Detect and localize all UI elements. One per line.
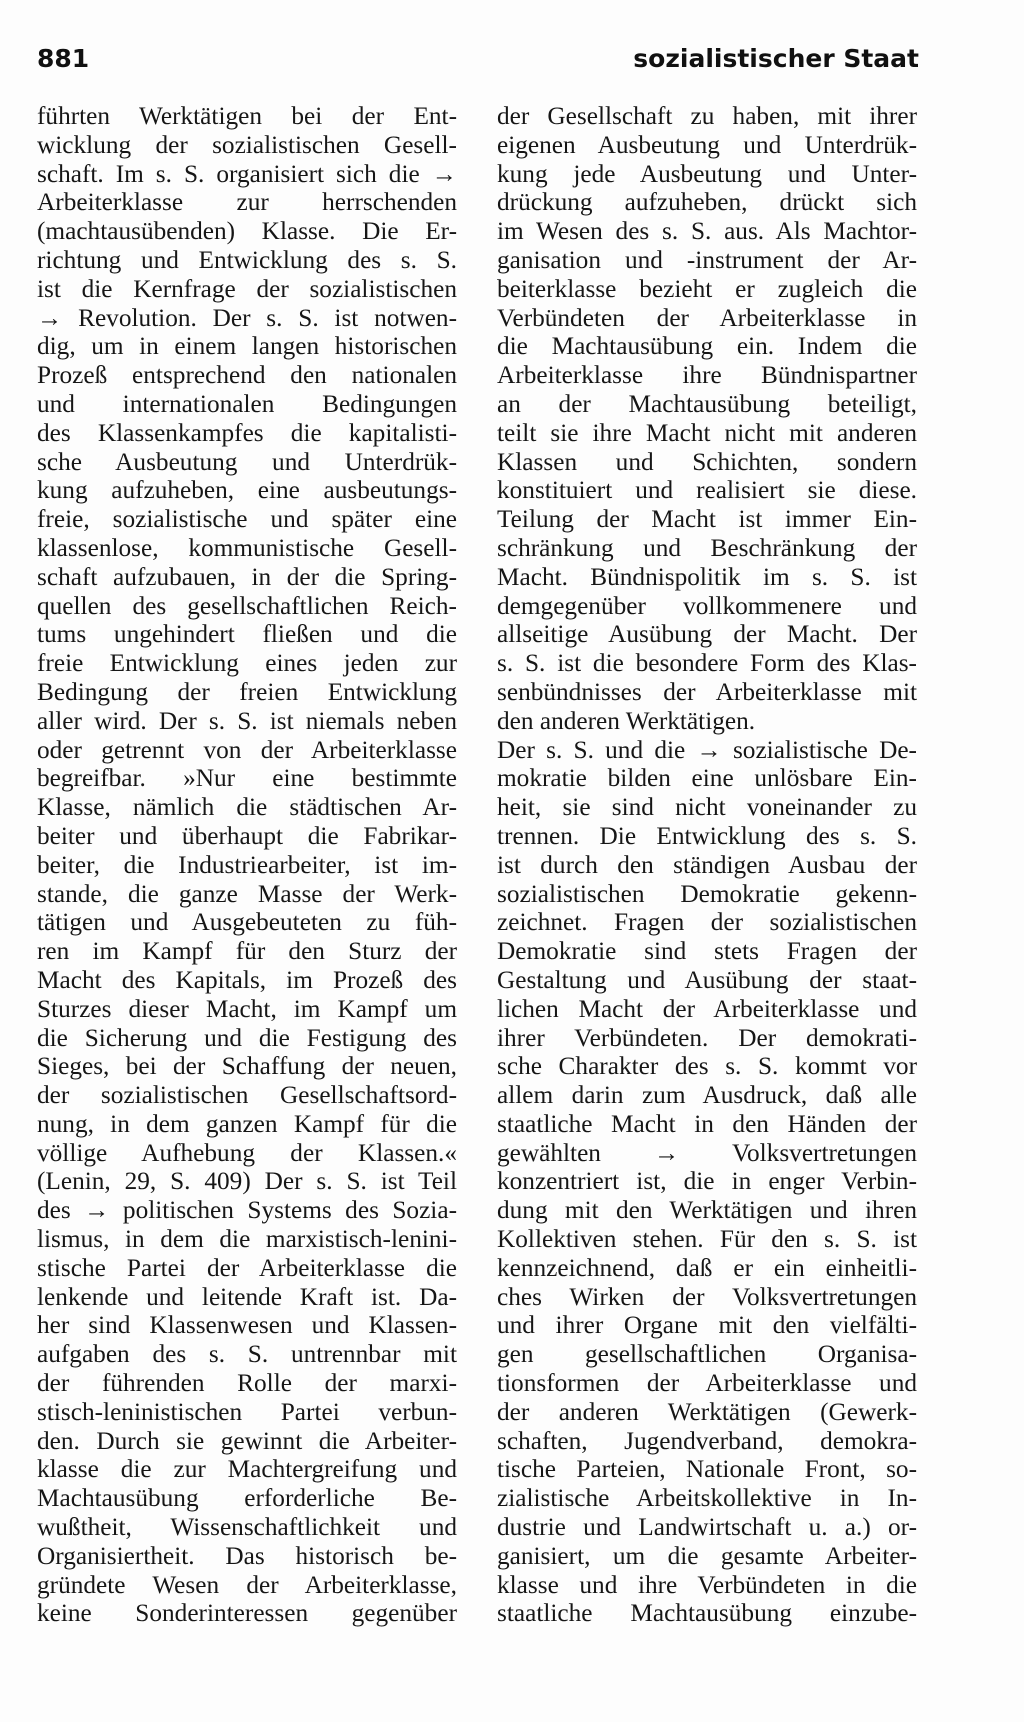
text-line: sche Ausbeutung und Unterdrük- xyxy=(37,447,457,476)
text-line: teilt sie ihre Macht nicht mit anderen xyxy=(497,418,917,447)
text-line: sozialistischen Demokratie gekenn- xyxy=(497,879,917,908)
text-line: keine Sonderinteressen gegenüber xyxy=(37,1599,457,1628)
text-line: ihrer Verbündeten. Der demokrati- xyxy=(497,1023,917,1052)
text-line: wußtheit, Wissenschaftlichkeit und xyxy=(37,1513,457,1542)
text-line: des Klassenkampfes die kapitalisti- xyxy=(37,418,457,447)
text-line: demgegenüber vollkommenere und xyxy=(497,591,917,620)
text-line: stande, die ganze Masse der Werk- xyxy=(37,879,457,908)
text-line: Der s. S. und die → sozialistische De- xyxy=(497,735,917,764)
text-line: gen gesellschaftlichen Organisa- xyxy=(497,1340,917,1369)
text-line: Arbeiterklasse ihre Bündnispartner xyxy=(497,361,917,390)
text-line: lichen Macht der Arbeiterklasse und xyxy=(497,994,917,1023)
text-line: freie, sozialistische und später eine xyxy=(37,505,457,534)
text-line: mokratie bilden eine unlösbare Ein- xyxy=(497,764,917,793)
text-line: Verbündeten der Arbeiterklasse in xyxy=(497,303,917,332)
text-line: schaften, Jugendverband, demokra- xyxy=(497,1426,917,1455)
text-line: senbündnisses der Arbeiterklasse mit xyxy=(497,677,917,706)
text-line: Demokratie sind stets Fragen der xyxy=(497,937,917,966)
text-line: trennen. Die Entwicklung des s. S. xyxy=(497,821,917,850)
text-line: der sozialistischen Gesellschaftsord- xyxy=(37,1081,457,1110)
text-line: klasse die zur Machtergreifung und xyxy=(37,1455,457,1484)
text-line: und internationalen Bedingungen xyxy=(37,389,457,418)
text-line: konzentriert ist, die in enger Verbin- xyxy=(497,1167,917,1196)
text-line: kung jede Ausbeutung und Unter- xyxy=(497,159,917,188)
text-line: richtung und Entwicklung des s. S. xyxy=(37,245,457,274)
text-line: (Lenin, 29, S. 409) Der s. S. ist Teil xyxy=(37,1167,457,1196)
running-head: sozialistischer Staat xyxy=(633,44,919,73)
text-line: oder getrennt von der Arbeiterklasse xyxy=(37,735,457,764)
text-line: beiterklasse bezieht er zugleich die xyxy=(497,274,917,303)
text-line: schränkung und Beschränkung der xyxy=(497,533,917,562)
text-line: Arbeiterklasse zur herrschenden xyxy=(37,188,457,217)
text-line: Gestaltung und Ausübung der staat- xyxy=(497,965,917,994)
page-number: 881 xyxy=(37,44,90,73)
text-line: zialistische Arbeitskollektive in In- xyxy=(497,1484,917,1513)
text-line: aller wird. Der s. S. ist niemals neben xyxy=(37,706,457,735)
text-line: stisch-leninistischen Partei verbun- xyxy=(37,1397,457,1426)
text-line: der Gesellschaft zu haben, mit ihrer xyxy=(497,102,917,130)
text-line: begreifbar. »Nur eine bestimmte xyxy=(37,764,457,793)
text-line: s. S. ist die besondere Form des Klas- xyxy=(497,649,917,678)
text-line: und ihrer Organe mit den vielfälti- xyxy=(497,1311,917,1340)
text-line: aufgaben des s. S. untrennbar mit xyxy=(37,1340,457,1369)
text-line: ren im Kampf für den Sturz der xyxy=(37,937,457,966)
text-line: ches Wirken der Volksvertretungen xyxy=(497,1282,917,1311)
text-line: eigenen Ausbeutung und Unterdrük- xyxy=(497,130,917,159)
text-line: führten Werktätigen bei der Ent- xyxy=(37,102,457,130)
text-line: Klassen und Schichten, sondern xyxy=(497,447,917,476)
text-line: staatliche Machtausübung einzube- xyxy=(497,1599,917,1628)
text-line: lismus, in dem die marxistisch-lenini- xyxy=(37,1225,457,1254)
text-line: der anderen Werktätigen (Gewerk- xyxy=(497,1397,917,1426)
text-line: ist durch den ständigen Ausbau der xyxy=(497,850,917,879)
text-line: → Revolution. Der s. S. ist notwen- xyxy=(37,303,457,332)
text-line: klassenlose, kommunistische Gesell- xyxy=(37,533,457,562)
text-line: Macht. Bündnispolitik im s. S. ist xyxy=(497,562,917,591)
text-line: allseitige Ausübung der Macht. Der xyxy=(497,620,917,649)
left-column xyxy=(37,102,457,1628)
text-line: Kollektiven stehen. Für den s. S. ist xyxy=(497,1225,917,1254)
text-line: quellen des gesellschaftlichen Reich- xyxy=(37,591,457,620)
text-line: freie Entwicklung eines jeden zur xyxy=(37,649,457,678)
text-line: Macht des Kapitals, im Prozeß des xyxy=(37,965,457,994)
text-line: Machtausübung erforderliche Be- xyxy=(37,1484,457,1513)
text-line: wicklung der sozialistischen Gesell- xyxy=(37,130,457,159)
text-line: kung aufzuheben, eine ausbeutungs- xyxy=(37,476,457,505)
text-line: (machtausübenden) Klasse. Die Er- xyxy=(37,217,457,246)
right-column xyxy=(497,102,917,1628)
text-line: ganisiert, um die gesamte Arbeiter- xyxy=(497,1541,917,1570)
text-line: die Sicherung und die Festigung des xyxy=(37,1023,457,1052)
text-line: Prozeß entsprechend den nationalen xyxy=(37,361,457,390)
text-line: schaft aufzubauen, in der die Spring- xyxy=(37,562,457,591)
text-line: ist die Kernfrage der sozialistischen xyxy=(37,274,457,303)
text-line: kennzeichnend, daß er ein einheitli- xyxy=(497,1253,917,1282)
text-line: lenkende und leitende Kraft ist. Da- xyxy=(37,1282,457,1311)
text-line: Sieges, bei der Schaffung der neuen, xyxy=(37,1052,457,1081)
text-line: konstituiert und realisiert sie diese. xyxy=(497,476,917,505)
text-line: beiter, die Industriearbeiter, ist im- xyxy=(37,850,457,879)
text-line: die Machtausübung ein. Indem die xyxy=(497,332,917,361)
text-line: tische Parteien, Nationale Front, so- xyxy=(497,1455,917,1484)
text-line: Teilung der Macht ist immer Ein- xyxy=(497,505,917,534)
text-line: her sind Klassenwesen und Klassen- xyxy=(37,1311,457,1340)
text-line: ganisation und -instrument der Ar- xyxy=(497,245,917,274)
text-line: gewählten → Volksvertretungen xyxy=(497,1138,917,1167)
text-line: völlige Aufhebung der Klassen.« xyxy=(37,1138,457,1167)
text-line: dustrie und Landwirtschaft u. a.) or- xyxy=(497,1513,917,1542)
text-line: dig, um in einem langen historischen xyxy=(37,332,457,361)
text-line: des → politischen Systems des Sozia- xyxy=(37,1196,457,1225)
text-line: Klasse, nämlich die städtischen Ar- xyxy=(37,793,457,822)
text-line: schaft. Im s. S. organisiert sich die → xyxy=(37,159,457,188)
text-line: dung mit den Werktätigen und ihren xyxy=(497,1196,917,1225)
text-line: Bedingung der freien Entwicklung xyxy=(37,677,457,706)
text-line: im Wesen des s. S. aus. Als Machtor- xyxy=(497,217,917,246)
text-line: zeichnet. Fragen der sozialistischen xyxy=(497,908,917,937)
text-line: tums ungehindert fließen und die xyxy=(37,620,457,649)
text-line: Sturzes dieser Macht, im Kampf um xyxy=(37,994,457,1023)
text-line: Organisiertheit. Das historisch be- xyxy=(37,1541,457,1570)
text-line: nung, in dem ganzen Kampf für die xyxy=(37,1109,457,1138)
text-line: an der Machtausübung beteiligt, xyxy=(497,389,917,418)
text-line: gründete Wesen der Arbeiterklasse, xyxy=(37,1570,457,1599)
text-line: staatliche Macht in den Händen der xyxy=(497,1109,917,1138)
text-line: tionsformen der Arbeiterklasse und xyxy=(497,1369,917,1398)
text-line: stische Partei der Arbeiterklasse die xyxy=(37,1253,457,1282)
text-line: den anderen Werktätigen. xyxy=(497,706,756,735)
text-line: allem darin zum Ausdruck, daß alle xyxy=(497,1081,917,1110)
text-line: den. Durch sie gewinnt die Arbeiter- xyxy=(37,1426,457,1455)
text-line: klasse und ihre Verbündeten in die xyxy=(497,1570,917,1599)
text-line: tätigen und Ausgebeuteten zu füh- xyxy=(37,908,457,937)
text-line: heit, sie sind nicht voneinander zu xyxy=(497,793,917,822)
text-line: drückung aufzuheben, drückt sich xyxy=(497,188,917,217)
text-line: beiter und überhaupt die Fabrikar- xyxy=(37,821,457,850)
text-line: sche Charakter des s. S. kommt vor xyxy=(497,1052,917,1081)
text-line: der führenden Rolle der marxi- xyxy=(37,1369,457,1398)
